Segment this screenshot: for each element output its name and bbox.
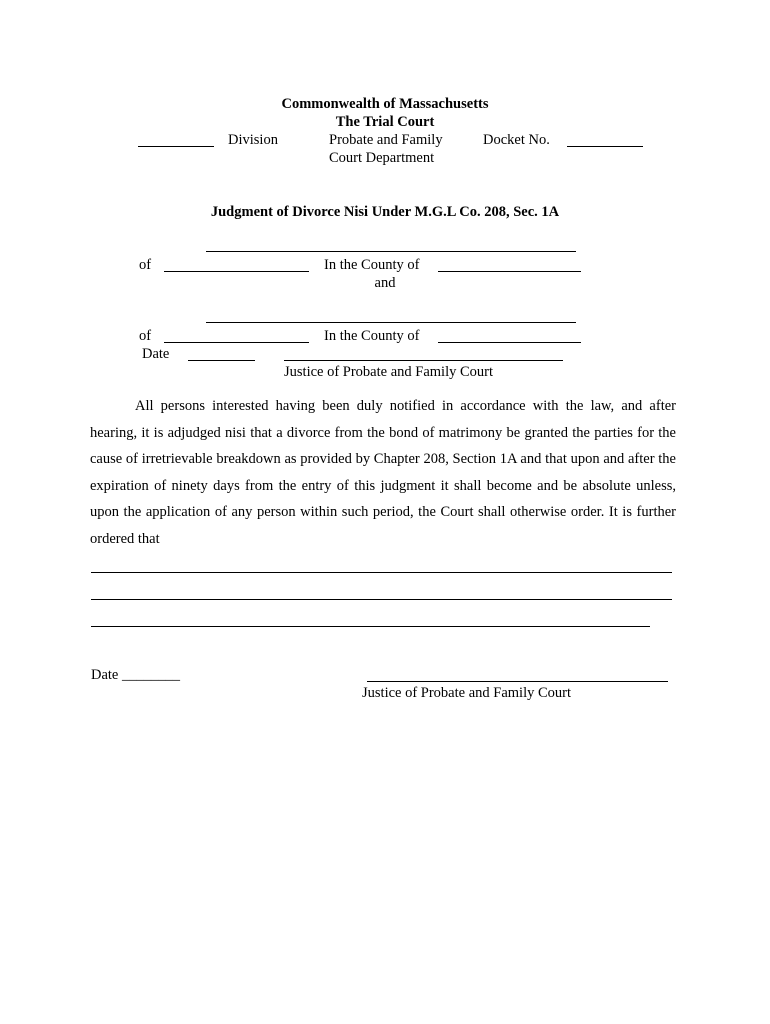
docket-label: Docket No. (483, 132, 550, 148)
party1-address-blank (164, 271, 309, 272)
party2-of-label: of (139, 328, 152, 344)
order-line-3 (91, 626, 650, 627)
and-label: and (374, 275, 396, 291)
justice-signature-blank (284, 360, 563, 361)
date-blank (188, 360, 255, 361)
trial-court-heading: The Trial Court (335, 114, 435, 130)
commonwealth-heading: Commonwealth of Massachusetts (281, 96, 489, 112)
docket-blank (567, 146, 643, 147)
party2-name-blank (206, 322, 576, 323)
division-blank (138, 146, 214, 147)
order-line-2 (91, 599, 672, 600)
party1-of-label: of (139, 257, 152, 273)
document-title: Judgment of Divorce Nisi Under M.G.L Co. 208, Sec. 1A (210, 204, 560, 220)
party1-county-blank (438, 271, 581, 272)
footer-justice-label: Justice of Probate and Family Court (362, 685, 572, 701)
footer-signature-blank (367, 681, 668, 682)
party1-county-label: In the County of (324, 257, 420, 273)
judgment-paragraph (90, 393, 676, 553)
department-line1: Probate and Family (329, 132, 443, 148)
party1-name-blank (206, 251, 576, 252)
judgment-paragraph-text: All persons interested having been duly notified in accordance with the law, and after hearing, it is adjudged nisi that a divorce from the bond of matrimony be granted the parties for the cause of irretrievable breakdown as provided by Chapter 208, Section 1A and that upon and after the expiration of ninety days from the entry of this judgment it shall become and be absolute unless, upon the application of any person within such period, the Court shall otherwise order. It is further ordered that (90, 398, 676, 547)
footer-date-label: Date ________ (91, 667, 180, 683)
party2-county-blank (438, 342, 581, 343)
justice-label: Justice of Probate and Family Court (284, 364, 494, 380)
division-label: Division (228, 132, 278, 148)
order-line-1 (91, 572, 672, 573)
date-label: Date (142, 346, 170, 362)
department-line2: Court Department (329, 150, 435, 166)
party2-county-label: In the County of (324, 328, 420, 344)
party2-address-blank (164, 342, 309, 343)
